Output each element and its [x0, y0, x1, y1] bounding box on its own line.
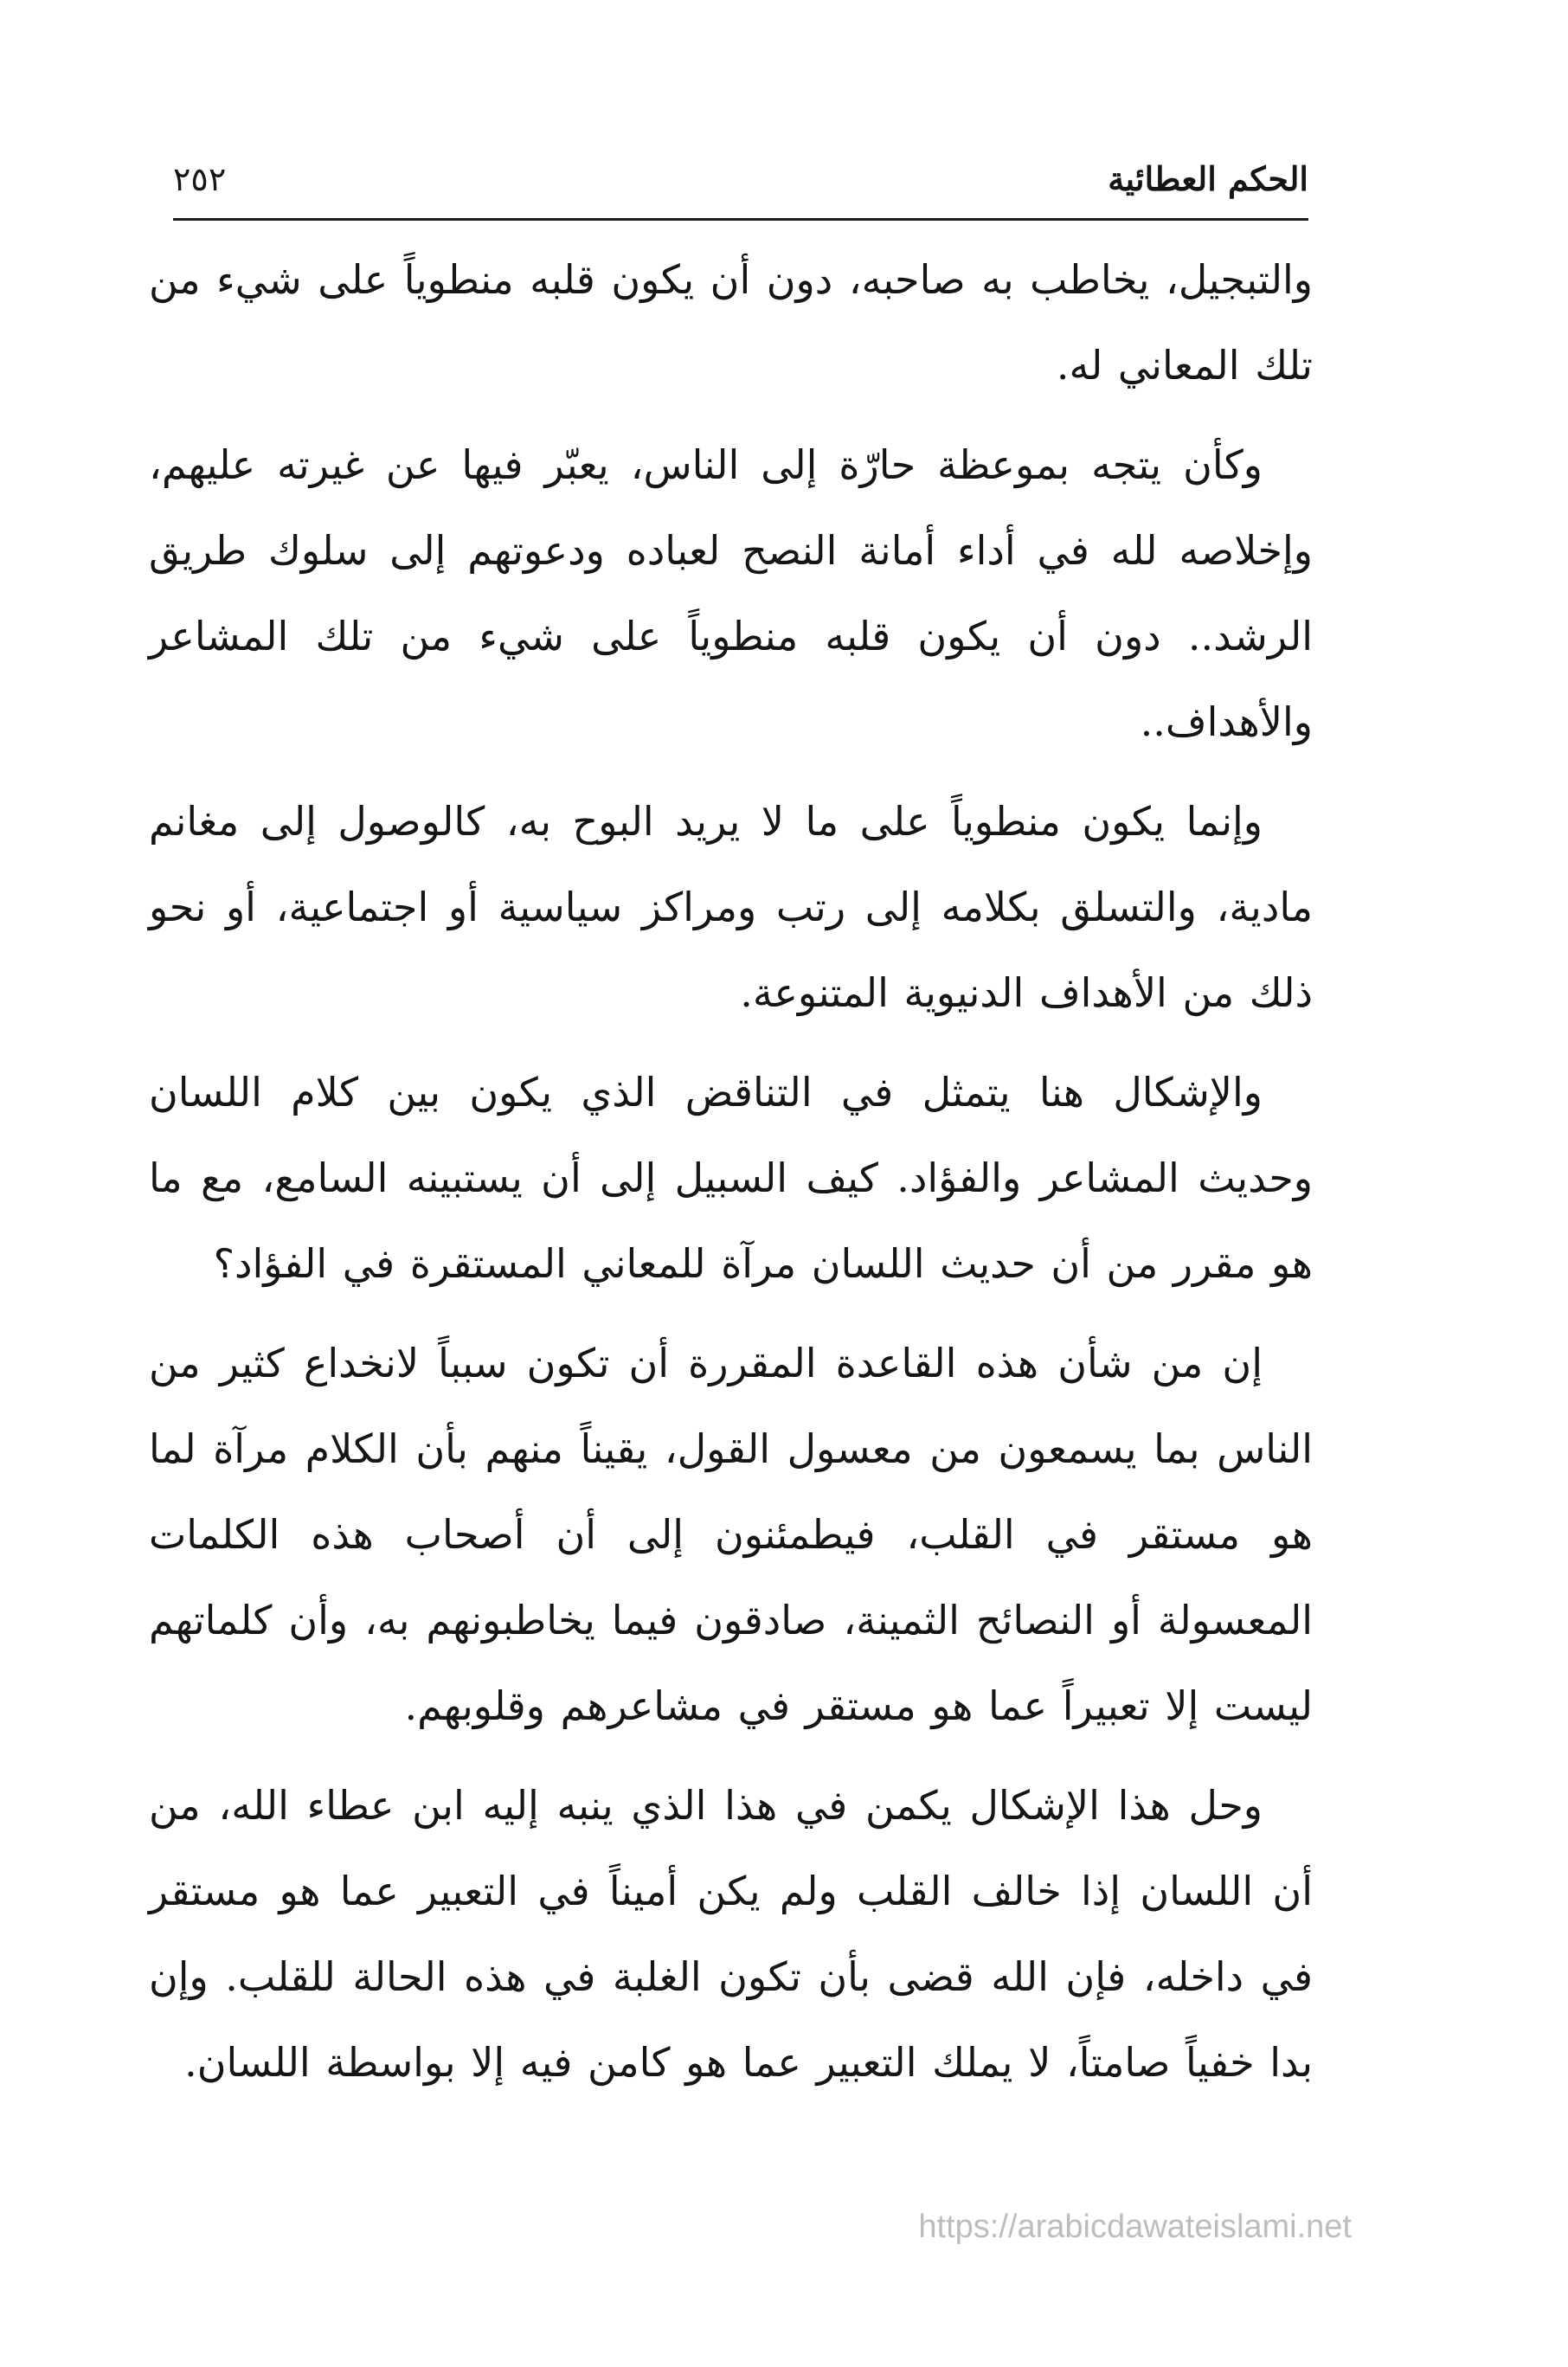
- paragraph-6: وحل هذا الإشكال يكمن في هذا الذي ينبه إليه ابن عطاء الله، من أن اللسان إذا خالف القلب ولم يكن أميناً في التعبير عما هو مستقر في داخله، فإن الله قضى بأن تكون الغلبة في هذه الحالة للقلب. وإن بدا خفياً صامتاً، لا يملك التعبير عما هو كامن فيه إلا بواسطة اللسان.: [149, 1782, 1313, 2086]
- watermark-url: https://arabicdawateislami.net: [918, 2209, 1352, 2245]
- body-text: [149, 237, 1313, 2119]
- paragraph-4: والإشكال هنا يتمثل في التناقض الذي يكون بين كلام اللسان وحديث المشاعر والفؤاد. كيف السبيل إلى أن يستبينه السامع، مع ما هو مقرر من أن حديث اللسان مرآة للمعاني المستقرة في الفؤاد؟: [149, 1069, 1313, 1287]
- paragraph-1: والتبجيل، يخاطب به صاحبه، دون أن يكون قلبه منطوياً على شيء من تلك المعاني له.: [149, 256, 1313, 389]
- paragraph-3: وإنما يكون منطوياً على ما لا يريد البوح به، كالوصول إلى مغانم مادية، والتسلق بكلامه إلى رتب ومراكز سياسية أو اجتماعية، أو نحو ذلك من الأهداف الدنيوية المتنوعة.: [149, 798, 1313, 1016]
- running-title: الحكم العطائية: [1108, 159, 1308, 198]
- page-number: ٢٥٢: [173, 160, 227, 198]
- header-rule: [173, 218, 1308, 221]
- paragraph-5: إن من شأن هذه القاعدة المقررة أن تكون سبباً لانخداع كثير من الناس بما يسمعون من معسول القول، يقيناً منهم بأن الكلام مرآة لما هو مستقر في القلب، فيطمئنون إلى أن أصحاب هذه الكلمات المعسولة أو النصائح الثمينة، صادقون فيما يخاطبونهم به، وأن كلماتهم ليست إلا تعبيراً عما هو مستقر في مشاعرهم وقلوبهم.: [149, 1340, 1313, 1729]
- page-header: [173, 138, 1308, 209]
- paragraph-2: وكأن يتجه بموعظة حارّة إلى الناس، يعبّر فيها عن غيرته عليهم، وإخلاصه لله في أداء أمانة النصح لعباده ودعوتهم إلى سلوك طريق الرشد.. دون أن يكون قلبه منطوياً على شيء من تلك المشاعر والأهداف..: [149, 441, 1313, 745]
